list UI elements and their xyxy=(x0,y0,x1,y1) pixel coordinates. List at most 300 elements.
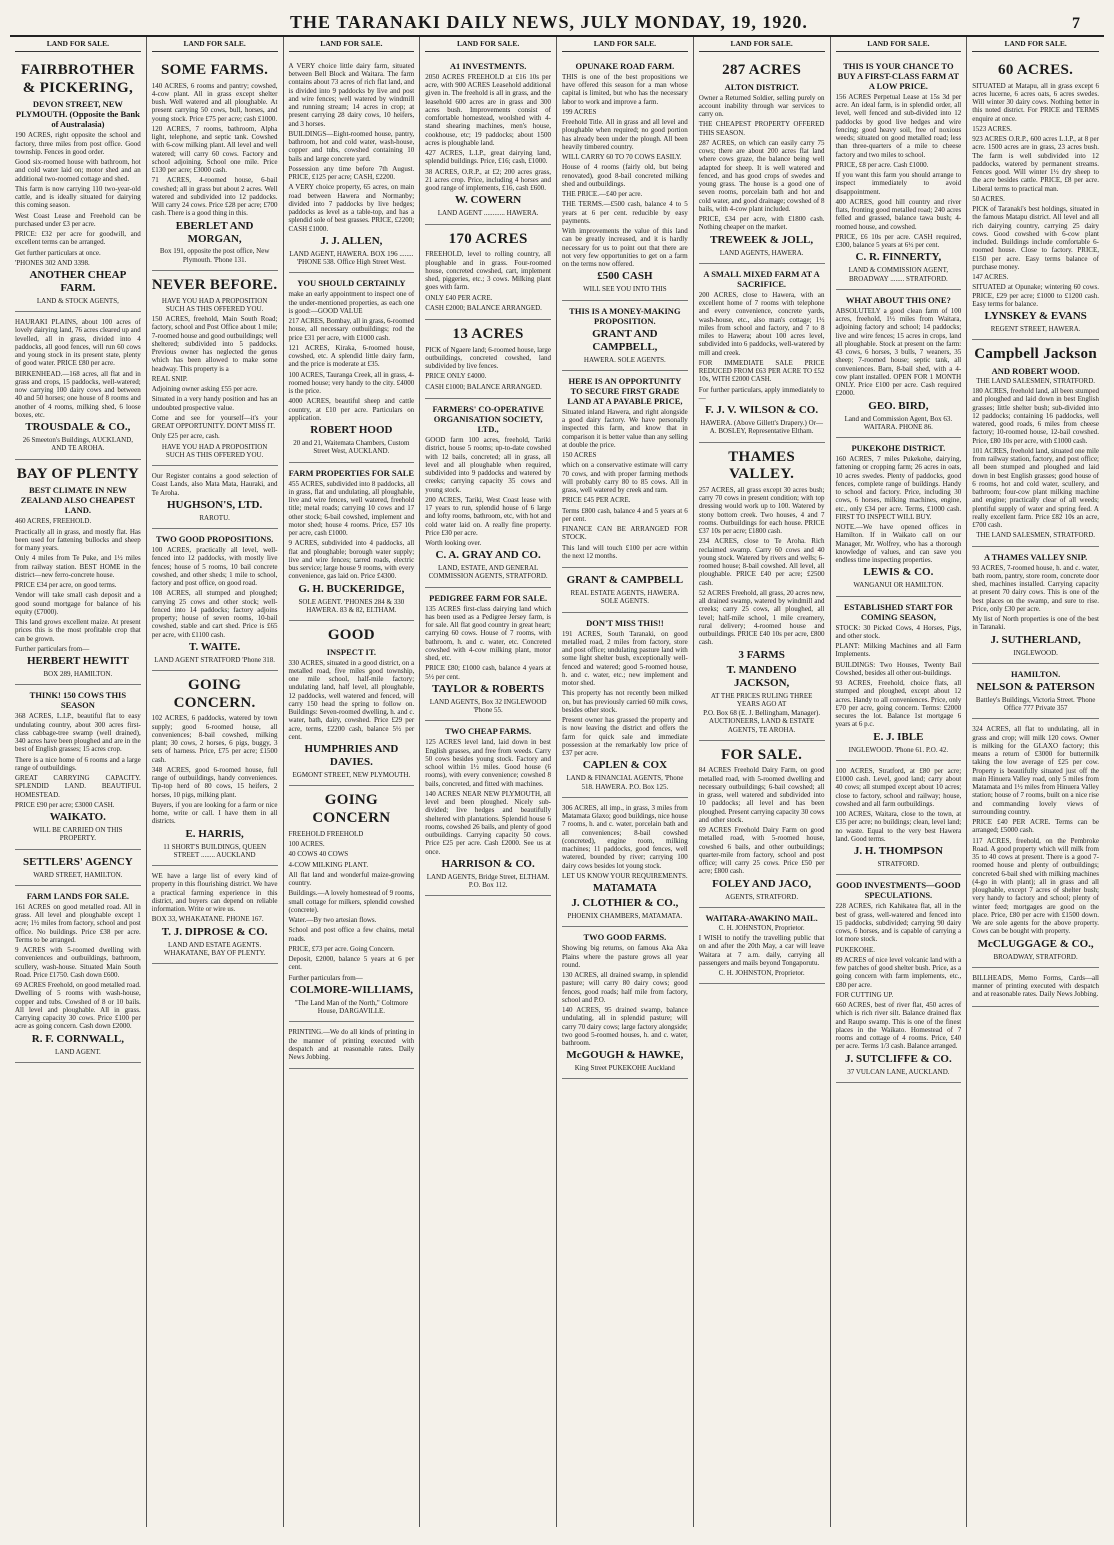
ad-headline: GOING CONCERN xyxy=(312,792,391,827)
ad-body-text: PUKEKOHE. xyxy=(835,945,875,954)
ad-body-text: 4000 ACRES, beautiful sheep and cattle country, at £10 per acre. Particulars on application. xyxy=(288,397,415,422)
ad-body-text: Possession any time before 7th August. PRICE, £125 per acre; CASH, £2200. xyxy=(288,164,415,182)
ad-agent-address: WARD STREET, HAMILTON. xyxy=(33,870,123,879)
ad-body-text: 130 ACRES, all drained swamp, in splendid pasture; will carry 80 dairy cows; good fences, good roads; half mile from factory, school and P.O. xyxy=(562,971,688,1004)
ad-agent-address: 26 Smeeton's Buildings, AUCKLAND, AND TE AROHA. xyxy=(22,436,134,453)
ad-body-text: With improvements the value of this land can be greatly increased, and it is hardly necessary for us to point out that there are not very few opportunities to get on a farm on the terms now offered. xyxy=(562,227,688,269)
ad-agent-name: T. WAITE. xyxy=(188,640,241,653)
classified-ad xyxy=(152,529,278,671)
column-5 xyxy=(557,37,694,1527)
classified-ad xyxy=(562,371,688,568)
ad-agent-address: LAND AGENT, HAWERA. BOX 196 ........ 'PHONE 538. Office High Street West. xyxy=(289,249,414,267)
ad-agent-address: REAL ESTATE AGENTS, HAWERA. SOLE AGENTS. xyxy=(570,589,680,606)
classified-ad xyxy=(699,741,825,908)
ad-body-text: BOX 33, WHAKATANE. PHONE 167. xyxy=(151,915,264,924)
ad-agent-address: "The Land Man of the North," Coltmore House, DARGAVILLE. xyxy=(294,998,408,1016)
classified-ad xyxy=(152,56,278,271)
ad-body-text: 50 ACRES. xyxy=(972,194,1005,203)
column-6 xyxy=(694,37,831,1527)
classified-ad xyxy=(562,798,688,927)
ad-body-text: 140 ACRES NEAR NEW PLYMOUTH, all level and been ploughed. Nicely sub-divided; live hedges and beautifully sheltered with plantations. Splendid house 6 rooms, cowshed 26 bails, and plenty of good outbuildings. Carrying capacity 50 cows. Price £25 per acre. Cash £2000. See us at once. xyxy=(425,789,551,856)
ad-body-text: CASH £1000; BALANCE ARRANGED. xyxy=(425,382,542,391)
masthead-title: THE TARANAKI DAILY NEWS, JULY MONDAY, 19, 1920. xyxy=(290,12,808,32)
ad-agent-name: McCLUGGAGE & CO., xyxy=(977,937,1094,950)
ad-body-text: 234 ACRES, close to Te Aroha. Rich reclaimed swamp. Carry 60 cows and 40 young stock. Watered by rivers and wells; 6-roomed house; 8-bail cowshed. All level, all ploughable. PRICE £40 per acre; £2500 cash. xyxy=(698,537,825,587)
ad-body-text: STOCK: 30 Picked Cows, 4 Horses, Pigs, and other stock. xyxy=(835,623,962,640)
ad-agent-name: McGOUGH & HAWKE, xyxy=(566,1049,684,1062)
ad-body-text: Situated inland Hawera, and right alongside a good dairy factory. We have personally inspected this farm, and know that in comparison it is better value than any selling at double the price. xyxy=(562,407,688,449)
ad-body-text: 156 ACRES Perpetual Lease at 15s 3d per acre. An ideal farm, is in splendid order, all level, well fenced and sub-divided into 12 paddocks by good live hedges and wire fencing; good heavy soil, free of noxious weeds; situated on good metalled road; less than three-quarters of a mile to cheese factory and two miles to school. xyxy=(835,92,962,159)
ad-agent-address: WILL BE CARRIED ON THIS PROPERTY. xyxy=(33,826,123,843)
ad-body-text: 217 ACRES, Bombay, all in grass, 6-roomed house, all necessary outbuildings; rod the price £31 per acre, with £1000 cash. xyxy=(288,317,415,342)
ad-headline: NEVER BEFORE. xyxy=(151,276,278,293)
classified-ad xyxy=(425,56,551,225)
ad-body-text: ONLY £40 PER ACRE. xyxy=(425,293,493,302)
ad-body-text: 'PHONES 302 AND 3398. xyxy=(15,258,90,267)
ad-subheading: PUKEKOHE DISTRICT. xyxy=(851,443,946,454)
ad-body-text: 140 ACRES, 6 rooms and pantry; cowshed, 4-cow plant. All in grass except shelter bush. Well watered and all ploughable. At present carrying 50 cows, bull, horses, and young stock. Price £75 per acre; cash £1000. xyxy=(151,81,278,123)
ad-agent-address: 20 and 21, Waitemata Chambers, Custom Street West, AUCKLAND. xyxy=(293,439,410,456)
ad-body-text: 117 ACRES, freehold, on the Pembroke Road. A good property which will milk from 35 to 40 cows at present. There is a good 7-roomed house and plenty of outbuildings; concreted 6-bail shed with milking machines (4-go in with plant); all in grass and all ploughable, except 7 acres of shelter bush; very handy to factory and school; plenty of winter feed; mortgages are good on the place. Price, £80 per acre with £1500 down. We are sole agents for the above property. Cows can be bought with property. xyxy=(972,836,1099,936)
ad-body-text: 200 ACRES, Tariki, West Coast lease with 17 years to run, splendid house of 6 large and lofty rooms, bathroom, etc, with hot and cold water laid on. A really fine property. Price £30 per acre. xyxy=(425,495,551,537)
ad-agent-name: GEO. BIRD, xyxy=(868,399,929,412)
ad-body-text: 150 ACRES, freehold, Main South Road; factory, school and Post Office about 1 mile; 7-roomed house and good outbuildings; well sheltered; subdivided into 5 paddocks. Previous owner has neglected the genus which has been allowed to make some headway. This property is a xyxy=(151,315,278,373)
ad-agent-name: ANOTHER CHEAP FARM. xyxy=(29,269,127,294)
ad-agent-name: COLMORE-WILLIAMS, xyxy=(289,983,413,996)
classified-ad xyxy=(425,588,551,722)
ad-agent-name: CAPLEN & COX xyxy=(582,759,668,772)
ad-body-text: 69 ACRES Freehold Dairy Farm on good metalled road, with 5-roomed house, cowshed 6 bails, and other outbuildings; quarter-mile from factory, school and post office; will carry 25 cows. Price £50 per acre; £800 cash. xyxy=(698,826,825,876)
ad-agent-name: HARRISON & CO. xyxy=(441,857,535,870)
ad-body-text: 93 ACRES, 7-roomed house, h. and c. water, bath room, pantry, store room, concrete door shed, machines installed. Carrying capacity at present 70 dairy cows. This is one of the best places on the swamp, and sure to rise. Price, only £30 per acre. xyxy=(972,563,1099,613)
ad-agent-name: F. J. V. WILSON & CO. xyxy=(705,404,819,417)
ad-agent-address: THE LAND SALESMEN, STRATFORD. xyxy=(976,531,1096,540)
ad-body-text: BIRKENHEAD.—168 acres, all flat and in grass and crops, 15 paddocks, well-watered; now carrying 100 dairy cows and between 40 and 50 horses; one house of 8 rooms and another of 4 rooms, milking shed, 6 loose boxes, etc. xyxy=(15,369,141,419)
ad-body-text: FREEHOLD FREEHOLD xyxy=(288,829,364,838)
ad-body-text: There is a nice home of 6 rooms and a large range of outbuildings. xyxy=(15,755,141,772)
ad-body-text: If you want this farm you should arrange to inspect immediately to avoid disappointment. xyxy=(835,171,962,196)
ad-body-text: 40 COWS 40 COWS xyxy=(288,850,349,859)
ad-body-text: 135 ACRES first-class dairying land which has been used as a Pedigree Jersey farm, is for sale. All flat good country in great heart; carrying 60 cows. House of 7 rooms, with bathroom, h. and c. water, etc. Concreted cowshed with 4-cow milking plant, motor shed, etc. xyxy=(425,604,551,663)
ad-body-text: 100 ACRES, practically all level, well-fenced into 12 paddocks, with mostly live fences; house of 5 rooms, 10 bail concrete cowshed, and other sheds; 1 mile to school, factory and post office, on good road. xyxy=(151,546,278,588)
ad-agent-address: AGENTS, STRATFORD. xyxy=(725,892,799,901)
ad-agent-name: E. J. IBLE xyxy=(873,730,924,743)
ad-agent-address: LAND AGENTS, Bridge Street, ELTHAM. P.O. Box 112. xyxy=(426,872,550,890)
ad-headline: 60 ACRES. xyxy=(998,61,1074,78)
classified-ad xyxy=(425,320,551,399)
ad-body-text: PRINTING.—We do all kinds of printing in the manner of printing executed with despatch and at reasonable rates. Daily News Jobbing. xyxy=(288,1028,415,1062)
classified-ad xyxy=(562,613,688,798)
classified-ad xyxy=(152,671,278,866)
ad-agent-name: HUGHSON'S, LTD. xyxy=(166,498,263,511)
ad-body-text: 1523 ACRES. xyxy=(972,124,1012,133)
ad-agent-name: E. HARRIS, xyxy=(185,827,244,840)
ad-body-text: 9 ACRES with 5-roomed dwelling with conveniences and outbuildings, bathroom, scullery, wash-house. Situated Main South Road. Price £1750. Cash down £600. xyxy=(15,946,141,979)
ad-body-text: Freehold Title. All in grass and all level and ploughable when required; no good portion has already been under the plough. All been heavily timbered country. xyxy=(562,118,688,151)
ad-agent-address: INGLEWOOD. 'Phone 61. P.O. 42. xyxy=(848,745,949,754)
classified-ad xyxy=(425,225,551,320)
ad-subheading: HERE IS AN OPPORTUNITY TO SECURE FIRST GRADE LAND AT A PAYABLE PRICE, xyxy=(567,375,683,406)
ad-agent-address: Box 191, opposite the post office, New Plymouth. 'Phone 131. xyxy=(159,247,270,264)
ad-body-text: 52 ACRES Freehold, all grass, 20 acres new, all drained swamp, watered by windmill and creeks; carry 25 cows, all ploughed, all level; half-mile school, 1 mile creamery, rural delivery; 4-roomed house and outbuildings. PRICE £40 10s per acre, £800 cash. xyxy=(698,588,825,647)
ad-body-text: REAL SNIP. xyxy=(151,374,188,383)
ad-body-text: 100 ACRES, Waitara, close to the town, at £35 per acre; no buildings; clean, level land; no waste. Equal to the very best Hawera land. Good terms. xyxy=(835,810,962,843)
ad-body-text: 330 ACRES, situated in a good district, on a metalled road, five miles good township, one mile school, half-mile factory; undulating land, half level, all ploughable, 12 paddocks, well watered and fenced, will carry 150 head the spring to follow on. Buildings: Seven-roomed dwelling, h. and c. water, bath, dairy, cowshed. Price £29 per acre, terms, £2200 cash, balance 5½ per cent. xyxy=(288,658,415,741)
ad-subheading: HAMILTON. xyxy=(1010,668,1061,679)
ad-body-text: 400 ACRES, good hill country and river flats, fronting good metalled road; 240 acres felled and grassed, balance tawa bush; 4-roomed house, and cowshed. xyxy=(835,197,962,231)
ad-body-text: Further particulars from— xyxy=(15,644,90,653)
ad-subtext: HAVE YOU HAD A PROPOSITION SUCH AS THIS OFFERED YOU. xyxy=(161,296,268,313)
ad-body-text: PRICE £34 per acre, on good terms. xyxy=(15,581,117,590)
classified-ad xyxy=(972,56,1099,340)
ad-agent-address: LAND & STOCK AGENTS, xyxy=(36,296,119,305)
classified-ad xyxy=(836,290,962,438)
ad-subheading: TWO CHEAP FARMS. xyxy=(445,726,532,737)
ad-body-text: Worth looking over. xyxy=(425,539,482,547)
ad-body-text: Our Register contains a good selection of Coast Lands, also Mata Mata, Hauraki, and Te Aroha. xyxy=(151,472,278,497)
classified-ad xyxy=(15,56,141,312)
ad-subheading: WAITARA-AWAKINO MAIL. xyxy=(705,912,818,923)
ad-body-text: 100 ACRES, Tauranga Creek, all in grass, 4-roomed house; very handy to the city. £4000 is the price. xyxy=(288,370,415,396)
ad-body-text: 160 ACRES, 7 miles Pukekohe, dairying, fattening or cropping farm; 26 acres in oats, 10 acres swedes. Plenty of paddocks, good fences, complete range of buildings. Handy to school and factory. Price, including 30 cows, 6 horses, milking machines, engine, etc., only £34 per acre. Terms, £1000 cash. FIRST TO INSPECT WILL BUY. xyxy=(835,455,962,521)
ad-body-text: My list of North properties is one of the best in Taranaki. xyxy=(972,615,1099,632)
column-header: LAND FOR SALE. xyxy=(562,37,688,52)
ad-body-text: 121 ACRES, Kiraka, 6-roomed house, cowshed, etc. A splendid little dairy farm, and the price is moderate at £35. xyxy=(288,343,415,369)
ad-body-text: 84 ACRES Freehold Dairy Farm, on good metalled road, with 5-roomed dwelling and necessary outbuildings; 6-bail cowshed; all in grass, well watered and subdivided into 10 paddocks; all level and has been ploughed. Present carrying capacity 30 cows and other stock. xyxy=(698,766,825,824)
ad-agent-name: HERBERT HEWITT xyxy=(26,655,129,668)
ad-body-text: THE TERMS.—£500 cash, balance 4 to 5 years at 6 per cent. reducible by easy payments. xyxy=(562,200,688,225)
ad-subtext: THE LAND SALESMEN, STRATFORD. xyxy=(976,376,1096,385)
ad-body-text: SITUATED at Matapu, all in grass except 6 acres lucerne, 6 acres oats, 6 acres swedes. Will winter 30 dairy cows. Nothing better in this noted district. For PRICE and TERMS enquire at once. xyxy=(972,81,1099,123)
ad-body-text: West Coast Lease and Freehold can be purchased under £3 per acre. xyxy=(15,211,141,228)
ad-agent-name: J. SUTHERLAND, xyxy=(990,633,1081,646)
ad-body-text: Adjoining owner asking £55 per acre. xyxy=(151,385,258,394)
ad-body-text: WILL CARRY 60 TO 70 COWS EASILY. xyxy=(562,153,682,162)
classified-ad xyxy=(972,968,1099,1007)
column-1 xyxy=(10,37,147,1527)
ad-agent-address: HAWERA. (Above Gillett's Drapery.) Or— A. BOSLEY, Representative Eltham. xyxy=(700,419,823,436)
classified-ad xyxy=(562,301,688,371)
ad-body-text: Owner a Returned Soldier, selling purely on account inability through war services to carry on. xyxy=(698,93,825,119)
column-header: LAND FOR SALE. xyxy=(836,37,962,52)
ad-body-text: 228 ACRES, rich Kahikatea flat, all in the best of grass, well-watered and fenced into 15 paddocks, subdivided; carrying 90 dairy cows, 6 horses, and is capable of carrying a lot more stock. xyxy=(835,902,962,944)
ad-agent-address: King Street PUKEKOHE Auckland xyxy=(574,1064,675,1073)
ad-body-text: make an early appointment to inspect one of the under-mentioned properties, as each one is good:—GOOD VALUE xyxy=(288,290,415,315)
ad-body-text: LET US KNOW YOUR REQUIREMENTS. xyxy=(562,871,688,880)
ad-agent-name: ROBERT HOOD xyxy=(310,424,393,437)
ad-body-text: 161 ACRES on good metalled road. All in grass. All level and ploughable except 1 acre; 1½ miles from factory, school and post office. No buildings. Price £38 per acre. Terms to be arranged. xyxy=(15,902,141,944)
ad-agent-address: STRATFORD. xyxy=(877,860,920,869)
ad-agent-name: TROUSDALE & CO., xyxy=(25,421,131,434)
ad-agent-address: HAVE YOU HAD A PROPOSITION SUCH AS THIS OFFERED YOU. xyxy=(161,442,268,459)
ad-body-text: For further particulars, apply immediately to— xyxy=(698,385,825,402)
ad-body-text: This farm is now carrying 110 two-year-old cattle, and is ideally situated for dairying this coming season. xyxy=(15,184,141,210)
classified-ad xyxy=(699,264,825,443)
ad-body-text: Showing big returns, on famous Aka Aka Plains where the pasture grows all year round. xyxy=(562,944,688,969)
ad-agent-address: EGMONT STREET, NEW PLYMOUTH. xyxy=(292,771,411,780)
ad-agent-address: LAND & COMMISSION AGENT, BROADWAY ........ STRATFORD. xyxy=(848,266,949,283)
ad-subheading: THIS IS A MONEY-MAKING PROPOSITION. xyxy=(569,305,681,326)
ad-body-text: Come and see for yourself—it's your GREAT OPPORTUNITY. DON'T MISS IT. xyxy=(151,413,278,431)
ad-body-text: 38 ACRES, O.R.P., at £2; 200 acres grass, 21 acres crop. Price, including 4 horses and good range of implements, £16, cash £600. xyxy=(425,167,551,193)
classified-ad xyxy=(289,273,415,462)
ad-body-text: Situated in a very handy position and has an undoubted prospective value. xyxy=(151,395,278,412)
ad-agent-name: W. COWERN xyxy=(455,194,522,207)
classified-ad xyxy=(15,685,141,849)
ad-body-text: A VERY choice little dairy farm, situated between Bell Block and Waitara. The farm contains about 73 acres of rich flat land, and is divided into 9 paddocks by live and post and wire fences; well watered by windmill and running stream; 14 acres in crop; at present carrying 28 dairy cows, 10 heifers, and 3 horses. xyxy=(288,61,415,128)
ad-agent-address: LAND AND ESTATE AGENTS. WHAKATANE, BAY OF PLENTY. xyxy=(163,940,266,957)
ad-body-text: 190 ACRES, right opposite the school and factory, three miles from post office. Good township. Fences in good order. xyxy=(15,131,141,156)
classified-ad xyxy=(289,56,415,273)
classified-ad xyxy=(152,466,278,529)
ad-body-text: 287 ACRES, on which can easily carry 75 cows; there are about 200 acres flat land where cows graze, the balance being well adapted for sheep. It is well watered and fenced, and has good crops of swedes and young grass. The house is a good one of seven rooms, porcelain bath and hot and cold water, and good drainage; cowshed of 8 bails, with 4-cow plant included. xyxy=(698,138,825,213)
ad-agent-address: SOLE AGENT. 'PHONES 284 & 330 HAWERA. 83 & 82, ELTHAM. xyxy=(298,597,405,614)
ad-subheading: ALTON DISTRICT. xyxy=(724,81,799,92)
ad-body-text: Water.—By two artesian flows. xyxy=(288,916,377,925)
ad-body-text: PRICE £90 per acre; £3000 CASH. xyxy=(15,800,115,809)
classified-ad xyxy=(972,664,1099,719)
ad-body-text: 150 ACRES xyxy=(562,451,597,460)
column-3 xyxy=(284,37,421,1527)
classified-ad xyxy=(15,850,141,886)
ad-body-text: Buyers, if you are looking for a farm or nice home, write or call. I have them in all districts. xyxy=(151,800,278,826)
ad-body-text: 101 ACRES, freehold land, situated one mile from railway station, factory, and post office; all been stumped and ploughed and laid down in best English grasses; good house of 6 rooms, hot and cold water, scullery, and bathroom; four-cow plant milking machine and engine; practically clear of all weeds; plentiful supply of water and spring feed. A really excellent farm. Price £82 10s an acre, £700 cash. xyxy=(972,446,1099,530)
ad-agent-name: WAIKATO. xyxy=(49,811,106,824)
ad-body-text: Only 4 miles from Te Puke, and 1½ miles from railway station. BEST HOME in the district—new ferro-concrete house. xyxy=(15,554,141,579)
ad-body-text: Vendor will take small cash deposit and a good sound mortgage for balance of his equity (£7000). xyxy=(15,591,141,616)
ad-headline: SOME FARMS. xyxy=(161,61,269,78)
ad-body-text: PRICE, £8 per acre. Cash £1000. xyxy=(835,160,929,169)
ad-agent-address: LAND AGENTS, HAWERA. xyxy=(719,248,804,257)
columns xyxy=(10,37,1104,1527)
classified-ad xyxy=(699,56,825,264)
ad-subheading: TWO GOOD FARMS. xyxy=(583,932,667,943)
ad-subheading: A THAMES VALLEY SNIP. xyxy=(983,551,1088,562)
ad-agent-name: J. H. THOMPSON xyxy=(853,845,943,858)
classified-ad xyxy=(289,786,415,1022)
ad-body-text: All flat land and wonderful maize-growing country. xyxy=(288,870,415,888)
classified-ad xyxy=(15,460,141,686)
ad-body-text: 368 ACRES, L.I.P., beautiful flat to easy undulating country, about 300 acres first-class cabbage-tree swamp (well drained), 340 acres have been ploughed and are in the best of English grasses; 15 acres crop. xyxy=(15,712,141,754)
ad-body-text: A VERY choice property, 65 acres, on main road between Hawera and Normanby; divided into 7 paddocks by live hedges; paddocks as level as a table-top, and has a splendid sole of best grasses. PRICE, £2200; CASH £1000. xyxy=(288,183,415,233)
ad-subheading: ESTABLISHED START FOR COMING SEASON, xyxy=(843,601,953,622)
ad-agent-address: LAND, ESTATE, AND GENERAL COMMISSION AGENTS, STRATFORD. xyxy=(428,564,548,581)
page-number: 7 xyxy=(1072,15,1080,32)
classified-ad xyxy=(152,271,278,466)
ad-body-text: This property has not recently been milked on, but has previously carried 60 milk cows, besides other stock. xyxy=(562,689,688,714)
ad-agent-name: 3 FARMS xyxy=(738,648,785,661)
ad-body-text: Buildings.—A lovely homestead of 9 rooms, small cottage for milkers, splendid cowshed (concrete). xyxy=(288,889,415,914)
column-header: LAND FOR SALE. xyxy=(15,37,141,52)
ad-body-text: 89 ACRES of nice level volcanic land with a few patches of good shelter bush. Price, as a going concern with farm implements, etc., £80 per acre. xyxy=(835,955,962,989)
ad-body-text: PICK of Ngaere land; 6-roomed house, large outbuildings, concreted cowshed, land subdivided by live fences. xyxy=(425,345,551,371)
ad-subheading: THINK! 150 COWS THIS SEASON xyxy=(29,690,127,711)
ad-subheading: WHAT ABOUT THIS ONE? xyxy=(845,294,951,305)
classified-ad xyxy=(15,312,141,459)
ad-agent-address: P.O. Box 68 (E. J. Bellingham, Manager). AUCTIONEERS, LAND & ESTATE AGENTS, TE AROHA. xyxy=(703,709,821,734)
masthead xyxy=(10,8,1104,37)
ad-body-text: WE have a large list of every kind of property in this flourishing district. We have a practical farming experience in this district, and buyers can depend on reliable information. Write or wire us. xyxy=(151,872,278,914)
ad-headline: FAIRBROTHER & PICKERING, xyxy=(20,61,135,96)
ad-agent-name: LEWIS & CO. xyxy=(863,566,934,579)
ad-agent-address: LAND AGENTS, Box 32 INGLEWOOD 'Phone 55. xyxy=(429,697,547,715)
classified-ad xyxy=(836,56,962,290)
ad-subtext: C. H. JOHNSTON, Proprietor. xyxy=(718,923,805,932)
ad-body-text: BUILDINGS: Two Houses, Twenty Bail Cowshed, besides all other out-buildings. xyxy=(835,660,962,677)
ad-agent-address: 11 SHORT'S BUILDINGS, QUEEN STREET ........ AUCKLAND xyxy=(163,842,267,859)
ad-body-text: 93 ACRES, Freehold, choice flats, all stumped and ploughed, except about 12 acres. Handy to all conveniences. Price, only £70 per acre, going concern. Terms: £2000 secures the lot. Balance 1st mortgage 6 years at 6 p.c. xyxy=(835,679,962,729)
ad-body-text: PRICE £45 PER ACRE. xyxy=(562,496,631,505)
ad-body-text: 71 ACRES, 4-roomed house, 6-bail cowshed; all in grass but about 2 acres. Well watered and subdivided into 12 paddocks. Will carry 24 cows. Price £28 per acre; £700 cash. There is a good thing in this. xyxy=(151,176,278,218)
ad-headline: GOOD xyxy=(327,627,375,644)
ad-body-text: 9 ACRES, subdivided into 4 paddocks, all flat and ploughable; borough water supply; live and wire fences; tarred roads, electric bus service; large house 9 rooms, with every convenience, gas laid on. Price £4300. xyxy=(288,539,415,581)
ad-body-text: PLANT: Milking Machines and all Farm Implements. xyxy=(835,642,962,659)
column-7 xyxy=(831,37,968,1527)
ad-subheading: FARMERS' CO-OPERATIVE ORGANISATION SOCIETY, LTD., xyxy=(432,403,544,434)
ad-subheading: GOOD INVESTMENTS—GOOD SPECULATIONS. xyxy=(836,880,961,901)
ad-body-text: Further particulars from— xyxy=(288,973,363,982)
ad-body-text: 324 ACRES, all flat to undulating, all in grass and crop; will milk 120 cows. Owner is milking for the GLAXO factory; this means a return of £3000 for buttermilk taking the low average of £25 per cow. Property is beautifully situated just off the main Hinuera Valley road, only 5 miles from Matamata and 1½ miles from Hinuera Valley station; house of 7 rooms, built on a nice rise and commanding lovely views of surrounding country. xyxy=(972,725,1099,816)
ad-body-text: THIS is one of the best propositions we have offered this season for a man whose capital is limited, but who has the necessary labor to work and improve a farm. xyxy=(562,72,688,106)
ad-agent-address: Land and Commission Agent, Box 63. WAITARA. PHONE 86. xyxy=(844,414,953,431)
ad-body-text: FOR IMMEDIATE SALE PRICE REDUCED FROM £63 PER ACRE TO £52 10s, WITH £2000 CASH. xyxy=(698,358,825,384)
ad-subheading: A1 INVESTMENTS. xyxy=(449,60,527,71)
ad-subheading: AND ROBERT WOOD. xyxy=(991,365,1080,376)
ad-body-text: THE PRICE.—£40 per acre. xyxy=(562,190,643,199)
ad-subheading: THIS IS YOUR CHANCE TO BUY A FIRST-CLASS FARM AT A LOW PRICE. xyxy=(837,60,960,91)
ad-body-text: 100 ACRES. xyxy=(288,840,325,849)
ad-agent-name: EBERLET AND MORGAN, xyxy=(175,219,254,245)
ad-body-text: ABSOLUTELY a good clean farm of 100 acres, freehold, 1½ miles from Waitara, adjoining factory and school; 14 paddocks; live and wire fences; 15 acres in crops, land all ploughable. Stock at present on the farm: 43 cows, 6 horses, 3 bulls, 7 weaners, 35 sheep; 7-roomed house; septic tank, all conveniences. Barn, 8-bail shed, with a 4-cow plant installed. OPEN FOR 1 MONTH ONLY. Price £100 per acre. Cash required £2000. xyxy=(835,306,962,398)
ad-agent-name: J. SUTCLIFFE & CO. xyxy=(845,1052,952,1065)
ad-body-text: PICK of Taranaki's best holdings, situated in the famous Matapu district. All level and all rich dairying country, carrying 25 dairy cows. Good cowshed with 6-cow plant included. Buildings include comfortable 6-roomed house. Close to factory. PRICE, £150 per acre. Easy terms balance of purchase money. xyxy=(972,205,1099,271)
ad-body-text: Only £25 per acre, cash. xyxy=(151,432,220,441)
classified-ad xyxy=(425,399,551,588)
ad-body-text: Terms £800 cash, balance 4 and 5 years at 6 per cent. xyxy=(562,506,688,523)
ad-subheading: PEDIGREE FARM FOR SALE. xyxy=(429,592,548,603)
ad-agent-address: Battley's Buildings, Victoria Street. 'Phone Office 777 Private 357 xyxy=(975,695,1096,713)
ad-body-text: 923 ACRES O.R.P., 600 acres L.I.P., at 8 per acre. 1500 acres are in grass, 23 acres bush. The farm is well subdivided into 12 paddocks, watered by permanent streams. Fences good. Will winter 1½ dry sheep to the acre besides cattle. PRICE, £8 per acre. Liberal terms to practical man. xyxy=(972,135,1099,193)
ad-agent-name: G. H. BUCKERIDGE, xyxy=(298,582,405,595)
ad-body-text: 200 ACRES, close to Hawera, with an excellent home of 7 rooms with telephone and every convenience, concrete yards, wash-house, etc., also man's cottage; 1½ miles from school and factory, and 7 to 8 miles to Hawera; about 100 acres level, subdivided into 6 paddocks, well-watered by mill and creek. xyxy=(698,290,825,357)
ad-agent-address: LAND AGENT ............ HAWERA. xyxy=(437,209,539,218)
ad-subheading: BEST CLIMATE IN NEW ZEALAND ALSO CHEAPEST LAND. xyxy=(20,485,136,516)
ad-body-text: 147 ACRES. xyxy=(972,273,1009,282)
ad-headline: THAMES VALLEY. xyxy=(728,448,796,483)
ad-body-text: FINANCE CAN BE ARRANGED FOR STOCK. xyxy=(562,525,688,542)
ad-body-text: HAURAKI PLAINS, about 100 acres of lovely dairying land, 76 acres cleared up and levelled, all in grass, divided into 4 paddocks, all good fences, will run 60 cows and young stock in its present state, plenty of good water. PRICE £80 per acre. xyxy=(15,318,141,368)
ad-agent-name: FOLEY AND JACO, xyxy=(712,877,812,890)
ad-body-text: NOTE.—We have opened offices in Hamilton. If in Waikato call on our Manager, Mr. Wolfrey, who has a thorough knowledge of values, and can save you endless time inspecting properties. xyxy=(835,523,962,565)
classified-ad xyxy=(836,438,962,596)
classified-ad xyxy=(836,875,962,1083)
ad-body-text: PRICE, £73 per acre. Going Concern. xyxy=(288,944,395,953)
ad-body-text: 69 ACRES Freehold, on good metalled road. Dwelling of 5 rooms with wash-house, copper and tubs. Cowshed of 8 or 10 bails. All level and ploughable. All in grass. Carrying capacity 30 cows. Price £100 per acre as going concern. Cash down £2000. xyxy=(15,981,141,1031)
column-header: LAND FOR SALE. xyxy=(152,37,278,52)
ad-agent-name: SETTLERS' AGENCY xyxy=(23,855,133,868)
ad-agent-name: J. J. ALLEN, xyxy=(320,234,383,247)
ad-subheading: OPUNAKE ROAD FARM. xyxy=(575,60,675,71)
column-8 xyxy=(967,37,1104,1527)
ad-body-text: GREAT CARRYING CAPACITY. SPLENDID LAND. BEAUTIFUL HOMESTEAD. xyxy=(15,774,141,799)
ad-agent-address: LAND AGENT. xyxy=(54,1047,101,1056)
ad-body-text: 257 ACRES, all grass except 30 acres bush; carry 70 cows in present condition; with top dressing would work up to 100. Watered by stony bottom creek. Two houses, 4 and 7 rooms. Outbuildings for each house. PRICE £37 10s per acre; £1800 cash. xyxy=(698,485,825,536)
classified-ad xyxy=(562,56,688,301)
ad-agent-name: T. MANDENO JACKSON, xyxy=(726,663,797,689)
classified-ad xyxy=(972,547,1099,664)
classified-ad xyxy=(289,621,415,786)
ad-body-text: PRICE, £6 10s per acre. CASH required, £300, balance 5 years at 6½ per cent. xyxy=(835,232,962,250)
ad-agent-address: WANGANUI OR HAMILTON. xyxy=(853,581,944,590)
ad-body-text: PRICE ONLY £4000. xyxy=(425,372,487,381)
classified-ad xyxy=(972,719,1099,967)
ad-headline: BAY OF PLENTY xyxy=(16,465,139,482)
ad-agent-address: INGLEWOOD. xyxy=(1013,648,1058,657)
ad-headline: 287 ACRES xyxy=(722,61,802,78)
ad-body-text: This land grows excellent maize. At present prices this is the most profitable crop that can be grown. xyxy=(15,618,141,643)
ad-body-text: Deposit, £2000, balance 5 years at 6 per cent. xyxy=(288,955,415,972)
ad-body-text: which on a conservative estimate will carry 70 cows, and with proper farming methods will probably carry 80 to 85 cows. All in grass, well watered by creek and ram. xyxy=(562,461,688,495)
ad-subheading: YOU SHOULD CERTAINLY xyxy=(297,278,406,289)
ad-body-text: 120 ACRES, 7 rooms, bathroom, Alpha light, telephone, and septic tank. Cowshed with 6-cow milking plant. All level and well watered; will carry 60 cows. Factory and school adjoining. School one mile. Price £130 per acre; £3000 cash. xyxy=(151,124,278,175)
ad-headline: FOR SALE. xyxy=(721,746,803,763)
classified-ad xyxy=(289,1022,415,1069)
ad-agent-address: HAWERA. SOLE AGENTS. xyxy=(583,355,666,364)
ad-agent-name: LYNSKEY & EVANS xyxy=(984,310,1087,323)
ad-subheading: FARM PROPERTIES FOR SALE xyxy=(288,467,415,478)
ad-body-text: Get further particulars at once. xyxy=(15,248,101,257)
column-2 xyxy=(147,37,284,1527)
ad-body-text: Good six-roomed house with bathroom, hot and cold water laid on; motor shed and an additional two-roomed cottage and shed. xyxy=(15,158,141,183)
ad-agent-name: TREWEEK & JOLL, xyxy=(710,233,814,246)
ad-body-text: 199 ACRES xyxy=(562,107,597,116)
ad-body-text: BUILDINGS—Eight-roomed house, pantry, bathroom, hot and cold water, wash-house, copper and tubs, cowshed containing 10 bails and large concrete yard. xyxy=(288,129,415,163)
column-4 xyxy=(420,37,557,1527)
ad-body-text: 191 ACRES, South Taranaki, on good metalled road, 2 miles from factory, store and post office; undulating pasture land with some light shelter bush, exceptionally well-fenced and watered; good 5-roomed house, h. and c. water, etc.; new implement and motor shed. xyxy=(562,629,688,688)
ad-body-text: SITUATED at Opunake; wintering 60 cows. PRICE, £29 per acre; £1000 to £1200 cash. Easy terms for balance. xyxy=(972,283,1099,308)
ad-agent-name: C. A. GRAY AND CO. xyxy=(435,549,541,562)
ad-agent-name: MATAMATA xyxy=(592,882,657,895)
ad-agent-address: 37 VULCAN LANE, AUCKLAND. xyxy=(847,1067,950,1076)
ad-agent-address: WILL SEE YOU INTO THIS xyxy=(583,285,667,294)
classified-ad xyxy=(562,927,688,1079)
ad-body-text: 660 ACRES, best of river flat, 450 acres of which is rich river silt. Balance drained flax and Raupo swamp. This is one of the finest places in the Waikato. Homestead of 7 rooms and cottage of 4 rooms. Price, £40 per acre. Terms 1/3 cash. Balance arranged. xyxy=(835,1001,962,1051)
classified-ad xyxy=(699,443,825,741)
ad-body-text: I WISH to notify the travelling public that on and after the 20th May, a car will leave Waitara at 7 a.m. daily, carrying all passengers and mails beyond Tongaporutu. xyxy=(698,934,825,967)
ad-agent-address: C. H. JOHNSTON, Proprietor. xyxy=(718,969,805,978)
ad-subheading: INSPECT IT. xyxy=(326,646,377,657)
ad-body-text: 4-COW MILKING PLANT. xyxy=(288,860,369,869)
ad-subheading: TWO GOOD PROPOSITIONS. xyxy=(155,534,274,545)
ad-body-text: This land will touch £100 per acre within the next 12 months. xyxy=(562,543,688,560)
classified-ad xyxy=(562,568,688,612)
column-header: LAND FOR SALE. xyxy=(972,37,1099,52)
ad-agent-name: £500 CASH xyxy=(597,270,653,283)
ad-body-text: 180 ACRES, freehold land, all been stumped and ploughed and laid down in best English grasses; little shelter bush; sub-divided into 12 paddocks; containing 16 paddocks, well watered, good roads, 6 miles from cheese factory; 10-roomed house, 12-bail cowshed. Price, £80 10s per acre, with £1000 cash. xyxy=(972,387,1099,445)
ad-body-text: Practically all in grass, and mostly flat. Has been used for fattening bullocks and sheep for many years. xyxy=(15,527,141,553)
ad-agent-address: REGENT STREET, HAWERA. xyxy=(990,325,1081,333)
ad-subheading: FARM LANDS FOR SALE. xyxy=(26,890,130,901)
ad-body-text: FREEHOLD, level to rolling country, all ploughable and in grass. Four-roomed house, concreted cowshed, cart, implement shed, piggeries, etc.; 3 cows. Milking plant goes with farm. xyxy=(425,250,551,292)
ad-subheading: A SMALL MIXED FARM AT A SACRIFICE. xyxy=(703,268,820,289)
ad-body-text: 427 ACRES, L.I.P., great dairying land, splendid buildings. Price, £16; cash, £1000. xyxy=(425,149,551,166)
ad-headline: Campbell Jackson xyxy=(974,346,1097,363)
ad-agent-name: TAYLOR & ROBERTS xyxy=(432,682,545,695)
ad-headline: 13 ACRES xyxy=(452,326,524,343)
ad-body-text: FOR CUTTING UP. xyxy=(835,990,894,999)
ad-body-text: 125 ACRES level land, laid down in best English grasses, and free from weeds. Carry 50 cows besides young stock. Factory and school within 1½ miles. Good house (6 rooms), with every convenience; cowshed 8 bails, concreted, and fitted with machines. xyxy=(425,738,551,788)
ad-body-text: 100 ACRES, Stratford, at £80 per acre; £1000 cash. Level, good land; carry about 40 cows; all stumped except about 10 acres; close to factory, school and railway; house, cowshed and all farm outbuildings. xyxy=(835,766,962,808)
